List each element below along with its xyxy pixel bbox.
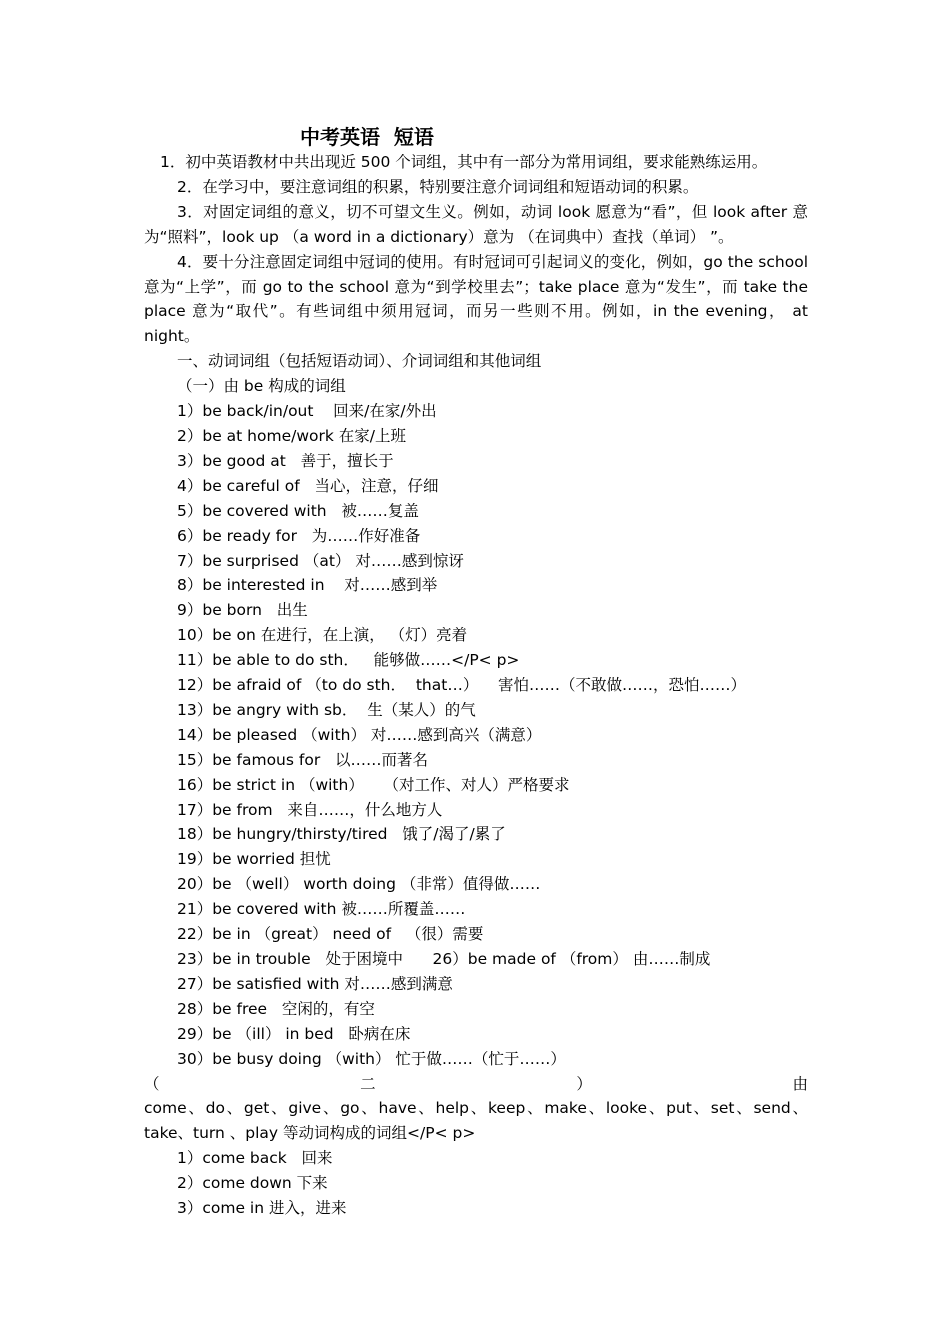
- list-item: 10）be on 在进行，在上演， （灯）亮着: [177, 626, 468, 645]
- intro-paragraph-4: 4．要十分注意固定词组中冠词的使用。有时冠词可引起词义的变化，例如，go the school 意为“上学”，而 go to the school 意为“到学校里去”；take place 意为“发生”，而 take the place 意为“取代”。有些词组中须用冠词，而另一些则不用。例如，in the evening， at night。: [144, 252, 808, 346]
- document-title: 中考英语 短语: [300, 125, 434, 149]
- section-heading: 一、动词词组（包括短语动词）、介词词组和其他词组: [177, 352, 542, 371]
- list-item: 12）be afraid of （to do sth． that…） 害怕……（不敢做……，恐怕……）: [177, 676, 747, 695]
- list-item: 22）be in （great） need of （很）需要: [177, 925, 484, 944]
- document-body: [144, 150, 808, 1221]
- list-item: 27）be satisfied with 对……感到满意: [177, 974, 453, 993]
- be-phrase-list: [144, 399, 808, 1071]
- list-item: 17）be from 来自……，什么地方人: [177, 800, 443, 819]
- list-item: 8）be interested in 对……感到举: [177, 576, 438, 595]
- intro-paragraph-3: 3．对固定词组的意义，切不可望文生义。例如，动词 look 愿意为“看”，但 look after 意为“照料”，look up （a word in a dictionary）意为 （在词典中）查找（单词） ”。: [144, 202, 808, 246]
- list-item: 7）be surprised （at） 对……感到惊讶: [177, 551, 464, 570]
- subsection-verbs-text: come、do、get、give、go、have、help、keep、make、looke、put、set、send、take、turn 、play 等动词构成的词组</P< p>: [144, 1099, 808, 1143]
- list-item: 21）be covered with 被……所覆盖……: [177, 900, 466, 919]
- list-item: 1）come back 回来: [177, 1149, 333, 1168]
- list-item: 29）be （ill） in bed 卧病在床: [177, 1024, 411, 1043]
- list-item: 9）be born 出生: [177, 601, 308, 620]
- come-phrase-list: [144, 1146, 808, 1221]
- list-item: 30）be busy doing （with） 忙于做……（忙于……）: [177, 1049, 566, 1068]
- list-item: 19）be worried 担忧: [177, 850, 331, 869]
- list-item: 5）be covered with 被……复盖: [177, 501, 419, 520]
- list-item: 18）be hungry/thirsty/tired 饿了/渴了/累了: [177, 825, 506, 844]
- list-item: 14）be pleased （with） 对……感到高兴（满意）: [177, 725, 542, 744]
- list-item: 2）come down 下来: [177, 1174, 328, 1193]
- list-item: 16）be strict in （with） （对工作、对人）严格要求: [177, 775, 570, 794]
- list-item: 4）be careful of 当心，注意，仔细: [177, 476, 439, 495]
- list-item: 2）be at home/work 在家/上班: [177, 426, 406, 445]
- list-item: 11）be able to do sth． 能够做……</P< p>: [177, 651, 520, 670]
- list-item: 1）be back/in/out 回来/在家/外出: [177, 402, 437, 421]
- list-item: 3）be good at 善于，擅长于: [177, 451, 394, 470]
- list-item: 13）be angry with sb． 生（某人）的气: [177, 700, 476, 719]
- list-item: 20）be （well） worth doing （非常）值得做……: [177, 875, 541, 894]
- list-item: 28）be free 空闲的，有空: [177, 999, 375, 1018]
- list-item: 23）be in trouble 处于困境中 26）be made of （from） 由……制成: [177, 950, 711, 968]
- list-item: 6）be ready for 为……作好准备: [177, 526, 421, 545]
- subsection-heading-verbs: （ 二 ） 由: [144, 1074, 808, 1093]
- list-item: 15）be famous for 以……而著名: [177, 750, 428, 769]
- list-item: 3）come in 进入，进来: [177, 1199, 347, 1218]
- intro-paragraph-2: 2．在学习中，要注意词组的积累，特别要注意介词词组和短语动词的积累。: [177, 177, 699, 196]
- intro-paragraph-1: 1．初中英语教材中共出现近 500 个词组，其中有一部分为常用词组，要求能熟练运用。: [160, 153, 768, 171]
- subsection-heading-be: （一）由 be 构成的词组: [177, 377, 346, 396]
